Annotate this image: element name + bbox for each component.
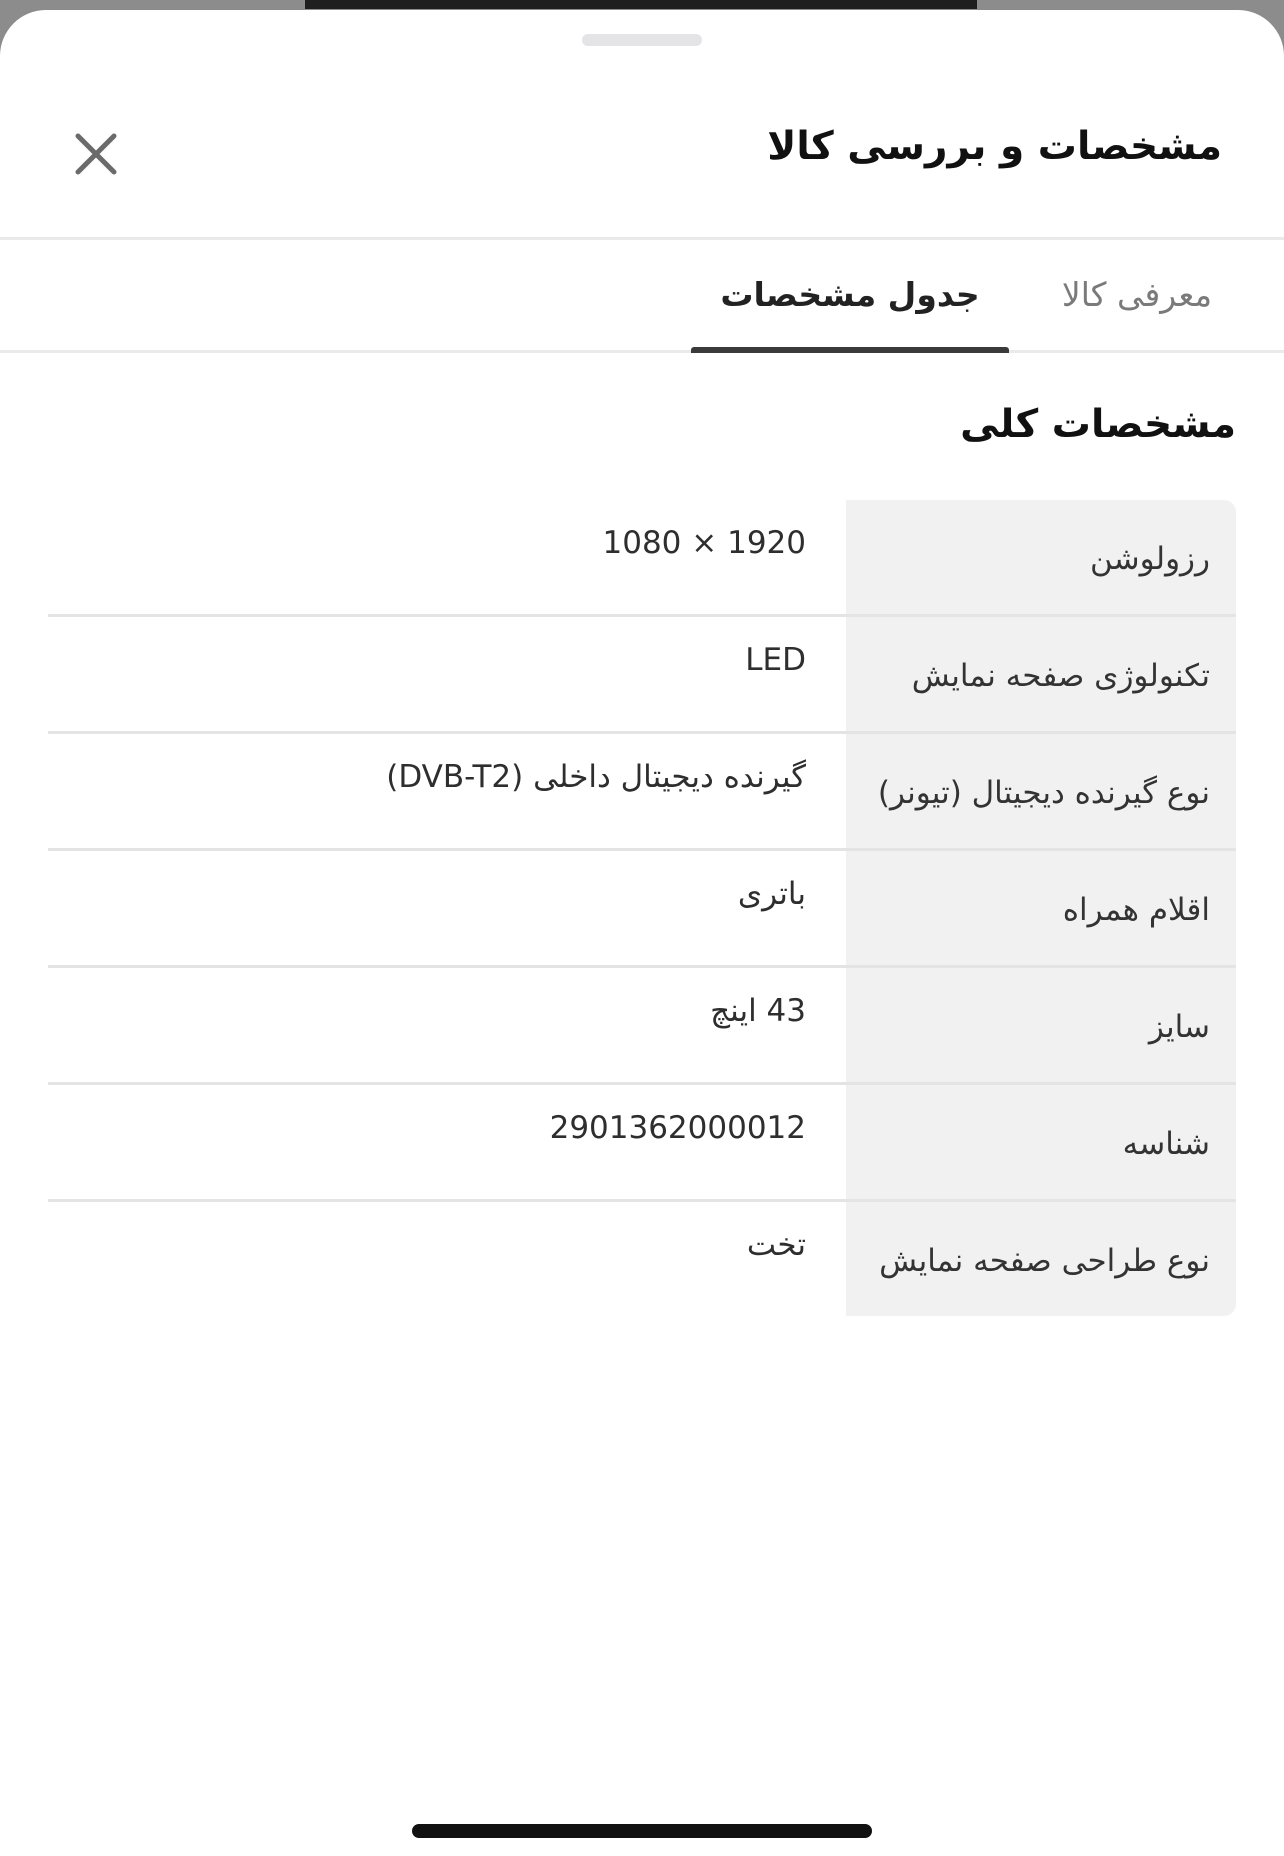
- spec-value: LED: [745, 642, 806, 678]
- spec-value: 2901362000012: [549, 1110, 806, 1146]
- spec-key: نوع گیرنده دیجیتال (تیونر): [846, 734, 1236, 848]
- spec-key: نوع طراحی صفحه نمایش: [846, 1202, 1236, 1316]
- close-button[interactable]: [70, 128, 122, 180]
- table-row: [48, 1085, 1236, 1202]
- tab-bar: [0, 240, 1284, 353]
- sheet-title: مشخصات و بررسی کالا: [767, 124, 1222, 169]
- table-row: [48, 500, 1236, 617]
- spec-key: اقلام همراه: [846, 851, 1236, 965]
- sheet-grabber[interactable]: [582, 34, 702, 46]
- spec-key: شناسه: [846, 1085, 1236, 1199]
- table-row: [48, 851, 1236, 968]
- bottom-sheet: [0, 10, 1284, 1856]
- table-row: [48, 968, 1236, 1085]
- spec-value: 1920 × 1080: [602, 525, 806, 561]
- table-row: [48, 617, 1236, 734]
- active-tab-indicator: [691, 347, 1009, 353]
- section-title: مشخصات کلی: [960, 402, 1236, 447]
- close-icon: [70, 128, 122, 180]
- spec-value: 43 اینچ: [710, 993, 806, 1029]
- tab-product-intro[interactable]: [1052, 240, 1222, 350]
- spec-value: تخت: [746, 1227, 806, 1263]
- spec-key: سایز: [846, 968, 1236, 1082]
- table-row: [48, 734, 1236, 851]
- spec-value: باتری: [737, 876, 806, 912]
- sheet-header: [0, 70, 1284, 240]
- tab-label: جدول مشخصات: [720, 275, 980, 314]
- spec-value: گیرنده دیجیتال داخلی (DVB-T2): [386, 759, 806, 795]
- tab-specs-table[interactable]: [691, 240, 1009, 350]
- spec-table: [48, 500, 1236, 1316]
- spec-key: تکنولوژی صفحه نمایش: [846, 617, 1236, 731]
- background-product-image: [305, 0, 977, 9]
- tab-label: معرفی کالا: [1061, 275, 1213, 314]
- home-indicator[interactable]: [412, 1824, 872, 1838]
- table-row: [48, 1202, 1236, 1316]
- spec-key: رزولوشن: [846, 500, 1236, 614]
